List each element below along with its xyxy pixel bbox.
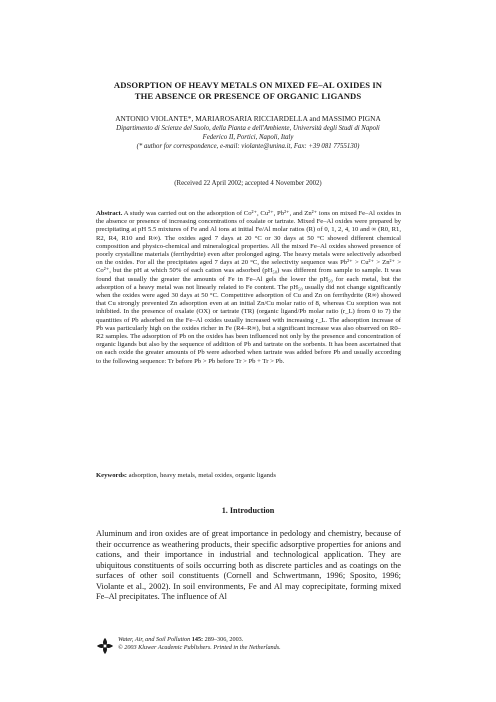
abstract-text: A study was carried out on the adsorption of Co²⁺, Cu²⁺, Pb²⁺, and Zn²⁺ ions on mixed Fe–Al oxides in the absence or presence of increasing concentrations of oxalate or tartrate. Mixed Fe–Al oxides were prepared by precipitating at pH 5.5 mixtures of Fe and Al ions at initial Fe/Al molar ratios (R) of 0, 1, 2, 4, 10 and ∞ (R0, R1, R2, R4, R10 and R∞). The oxides aged 7 days at 20 °C or 30 days at 50 °C showed different chemical composition and physico-chemical and mineralogical properties. All the mixed Fe–Al oxides showed presence of poorly crystalline materials (ferrihydrite) even after prolonged aging. The heavy metals were selectively adsorbed on the oxides. For all the precipitates aged 7 days at 20 °C, the selectivity sequence was Pb²⁺ > Cu²⁺ > Zn²⁺ > Co²⁺, but the pH at which 50% of each cation was adsorbed (pH₅₀) was different from sample to sample. It was found that usually the greater the amounts of Fe in Fe–Al gels the lower the pH₅₀ for each metal, but the adsorption of a heavy metal was not linearly related to Fe content. The pH₅₀ usually did not change significantly when the oxides were aged 30 days at 50 °C. Competitive adsorption of Cu and Zn on ferrihydrite (R∞) showed that Cu strongly prevented Zn adsorption even at an initial Zn/Cu molar ratio of 8, whereas Cu sorption was not inhibited. In the presence of oxalate (OX) or tartrate (TR) (organic ligand/Pb molar ratio (r_L) from 0 to 7) the quantities of Pb adsorbed on the Fe–Al oxides usually increased with increasing r_L. The adsorption increase of Pb was particularly high on the oxides richer in Fe (R4–R∞), but a significant increase was also observed on R0–R2 samples. The adsorption of Pb on the oxides has been influenced not only by the presence and concentration of organic ligands but also by the sequence of addition of Pb and tartrate on the sorbents. It has been ascertained that on each oxide the greater amounts of Pb were adsorbed when tartrate was added before Pb and usually according to the following sequence: Tr before Pb > Pb before Tr > Pb + Tr > Pb. xyxy=(96,210,401,365)
affiliation-line-2: Federico II, Portici, Napoli, Italy xyxy=(202,134,294,141)
introduction-paragraph: Aluminum and iron oxides are of great importance in pedology and chemistry, because of their occurrence as weathering products, their specific adsorptive properties for anions and cations, and their importance in industrial and technological application. They are ubiquitous constituents of soils occurring both as discrete particles and as coatings on the surfaces of other soil constituents (Cornell and Schwertmann, 1996; Sposito, 1996; Violante et al., 2002). In soil environments, Fe and Al may coprecipitate, forming mixed Fe–Al precipitates. The influence of Al xyxy=(96,529,401,601)
author-list: ANTONIO VIOLANTE*, MARIAROSARIA RICCIARDELLA and MASSIMO PIGNA xyxy=(115,114,381,123)
footer-pages: 289–306, 2003. xyxy=(204,636,244,643)
affiliation-line-1: Dipartimento di Scienze del Suolo, della Pianta e dell'Ambiente, Università degli Studi di Napoli xyxy=(116,125,380,132)
received-dates: (Received 22 April 2002; accepted 4 November 2002) xyxy=(174,180,322,187)
keywords-text: adsorption, heavy metals, metal oxides, organic ligands xyxy=(128,472,276,479)
title-line-1: ADSORPTION OF HEAVY METALS ON MIXED FE–AL OXIDES IN xyxy=(113,80,383,90)
paper-title xyxy=(92,80,404,102)
page-footer xyxy=(96,635,401,661)
footer-citation xyxy=(118,636,401,652)
keywords-label: Keywords: xyxy=(96,472,127,479)
kluwer-logo-icon xyxy=(96,637,114,655)
correspondence-note: (* author for correspondence, e-mail: violante@unina.it, Fax: +39 081 7755130) xyxy=(136,143,360,150)
footer-copyright: © 2003 Kluwer Academic Publishers. Printed in the Netherlands. xyxy=(118,644,281,651)
affiliation xyxy=(60,124,436,151)
abstract xyxy=(96,210,401,366)
title-line-2: THE ABSENCE OR PRESENCE OF ORGANIC LIGANDS xyxy=(134,91,362,101)
section-heading-introduction: 1. Introduction xyxy=(221,506,275,515)
keywords xyxy=(96,472,401,480)
footer-volume: 145: xyxy=(191,636,204,643)
abstract-label: Abstract. xyxy=(96,210,123,217)
footer-journal: Water, Air, and Soil Pollution xyxy=(118,636,191,643)
